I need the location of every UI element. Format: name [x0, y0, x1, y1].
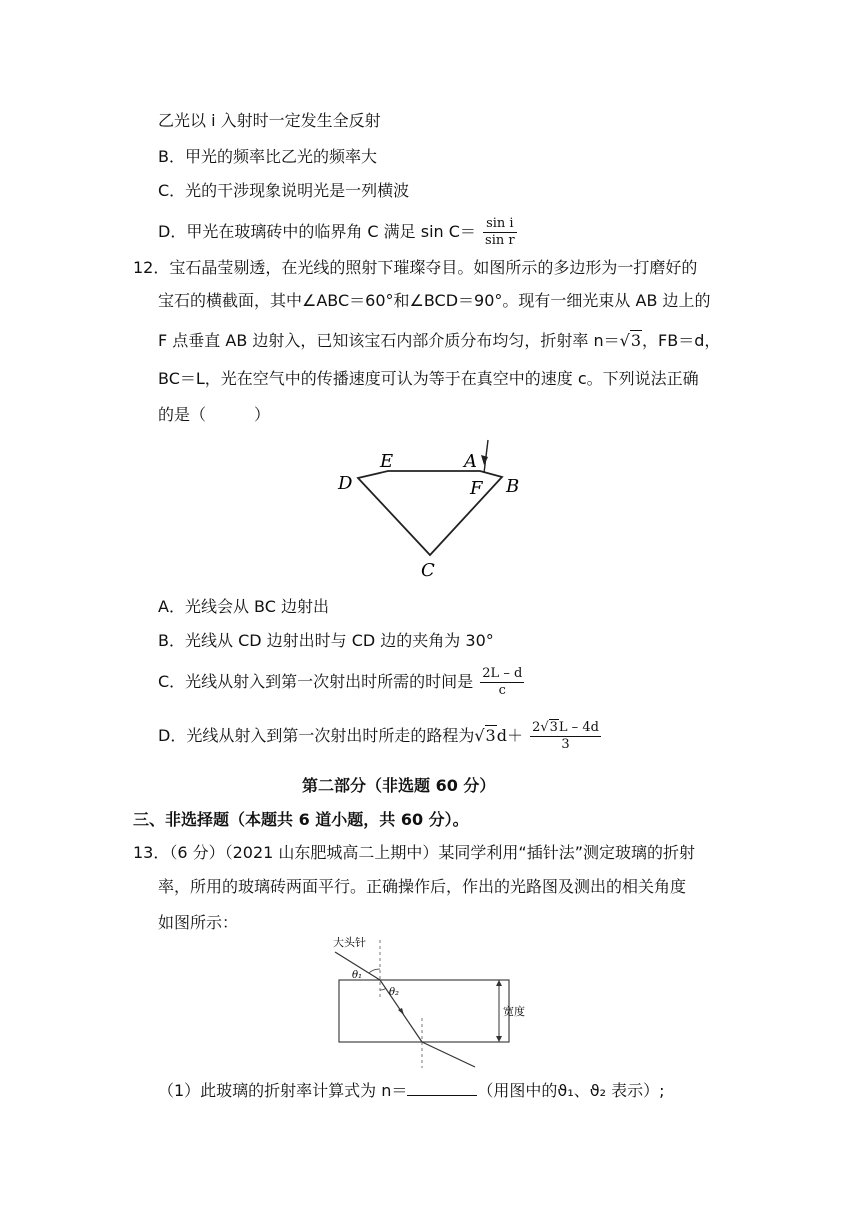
fraction-numerator: sin i — [486, 216, 514, 231]
sqrt-symbol: √3 — [619, 331, 642, 350]
q11-option-d-text: D．甲光在玻璃砖中的临界角 C 满足 sin C＝ — [158, 222, 476, 241]
fraction-numerator: 2L – d — [482, 666, 523, 681]
label-d: D — [338, 473, 353, 494]
label-c: C — [421, 560, 435, 581]
label-pin: 大头针 — [333, 936, 366, 949]
q12-option-d-text: D．光线从射入到第一次射出时所走的路程为 — [158, 726, 475, 745]
label-e: E — [380, 451, 394, 472]
ray-arrow-inside — [398, 1008, 404, 1015]
q12-option-a: A．光线会从 BC 边射出 — [158, 597, 329, 616]
fraction-denominator: 3 — [561, 737, 570, 752]
label-a: A — [464, 451, 477, 472]
q12-option-d-mid: d＋ — [496, 726, 523, 745]
angle-arc-theta1 — [369, 969, 380, 973]
q11-option-d-fraction — [483, 216, 517, 249]
label-theta2: θ₂ — [389, 987, 400, 998]
dimension-arrow-bottom — [496, 1036, 502, 1042]
q12-line-1: 12．宝石晶莹剔透，在光线的照射下璀璨夺目。如图所示的多边形为一打磨好的 — [133, 258, 698, 277]
label-f: F — [470, 478, 483, 499]
q13-sub1-text: （1）此玻璃的折射率计算式为 n＝ — [158, 1081, 408, 1100]
numerator-coefficient: 2 — [532, 720, 541, 735]
label-b: B — [506, 476, 520, 497]
angle-arc-theta2 — [380, 988, 386, 990]
q12-option-d — [158, 720, 603, 753]
q12-line-2: 宝石的横截面，其中∠ABC＝60°和∠BCD＝90°。现有一细光束从 AB 边上的 — [158, 291, 711, 310]
answer-blank[interactable] — [407, 1081, 477, 1096]
fraction-denominator: c — [498, 683, 506, 698]
q13-line-1: 13．（6 分）（2021 山东肥城高二上期中）某同学利用“插针法”测定玻璃的折射 — [133, 843, 696, 862]
q12-option-c — [158, 666, 526, 699]
numerator-tail: L – 4d — [558, 720, 599, 735]
q11-continuation-line: 乙光以 i 入射时一定发生全反射 — [158, 111, 381, 130]
q13-line-2: 率，所用的玻璃砖两面平行。正确操作后，作出的光路图及测出的相关角度 — [158, 877, 687, 896]
exit-ray — [422, 1042, 475, 1067]
dimension-arrow-top — [496, 980, 502, 986]
q13-sub1-tail: （用图中的ϑ₁、ϑ₂ 表示）; — [477, 1081, 665, 1100]
q11-option-b: B．甲光的频率比乙光的频率大 — [158, 147, 377, 166]
q13-subquestion-1 — [158, 1080, 665, 1102]
ray-arrowhead — [481, 455, 488, 465]
sqrt-radicand: 3 — [630, 331, 642, 350]
q11-option-c: C．光的干涉现象说明光是一列横波 — [158, 181, 410, 200]
sqrt-radicand: 3 — [549, 720, 558, 735]
fraction-denominator: sin r — [485, 233, 515, 248]
q12-option-d-fraction — [530, 720, 601, 753]
sqrt-radicand: 3 — [485, 726, 496, 745]
part-two-heading: 第二部分（非选题 60 分） — [302, 776, 496, 795]
q13-line-3: 如图所示： — [158, 913, 239, 932]
q11-option-d — [158, 216, 519, 249]
q12-line-4: BC＝L，光在空气中的传播速度可认为等于在真空中的速度 c。下列说法正确 — [158, 369, 699, 388]
q12-line-3-tail: ，FB＝d， — [642, 331, 721, 350]
glass-refraction-figure — [325, 932, 540, 1072]
sqrt-symbol: √3 — [474, 726, 496, 745]
q12-option-b: B．光线从 CD 边射出时与 CD 边的夹角为 30° — [158, 631, 494, 650]
q12-line-3 — [158, 330, 720, 352]
q12-line-3-text: F 点垂直 AB 边射入，已知该宝石内部介质分布均匀，折射率 n＝ — [158, 331, 620, 350]
label-width: 宽度 — [503, 1005, 525, 1018]
q12-line-5: 的是（ ） — [158, 405, 271, 424]
gem-cross-section-figure — [330, 435, 540, 585]
q12-option-c-fraction — [480, 666, 524, 699]
q12-option-c-text: C．光线从射入到第一次射出时所需的时间是 — [158, 672, 474, 691]
label-theta1: θ₁ — [352, 970, 363, 981]
fraction-numerator — [530, 720, 601, 736]
section-three-heading: 三、非选择题（本题共 6 道小题，共 60 分）。 — [133, 810, 469, 829]
glass-block — [339, 980, 509, 1042]
sqrt-symbol: √3 — [540, 720, 558, 735]
